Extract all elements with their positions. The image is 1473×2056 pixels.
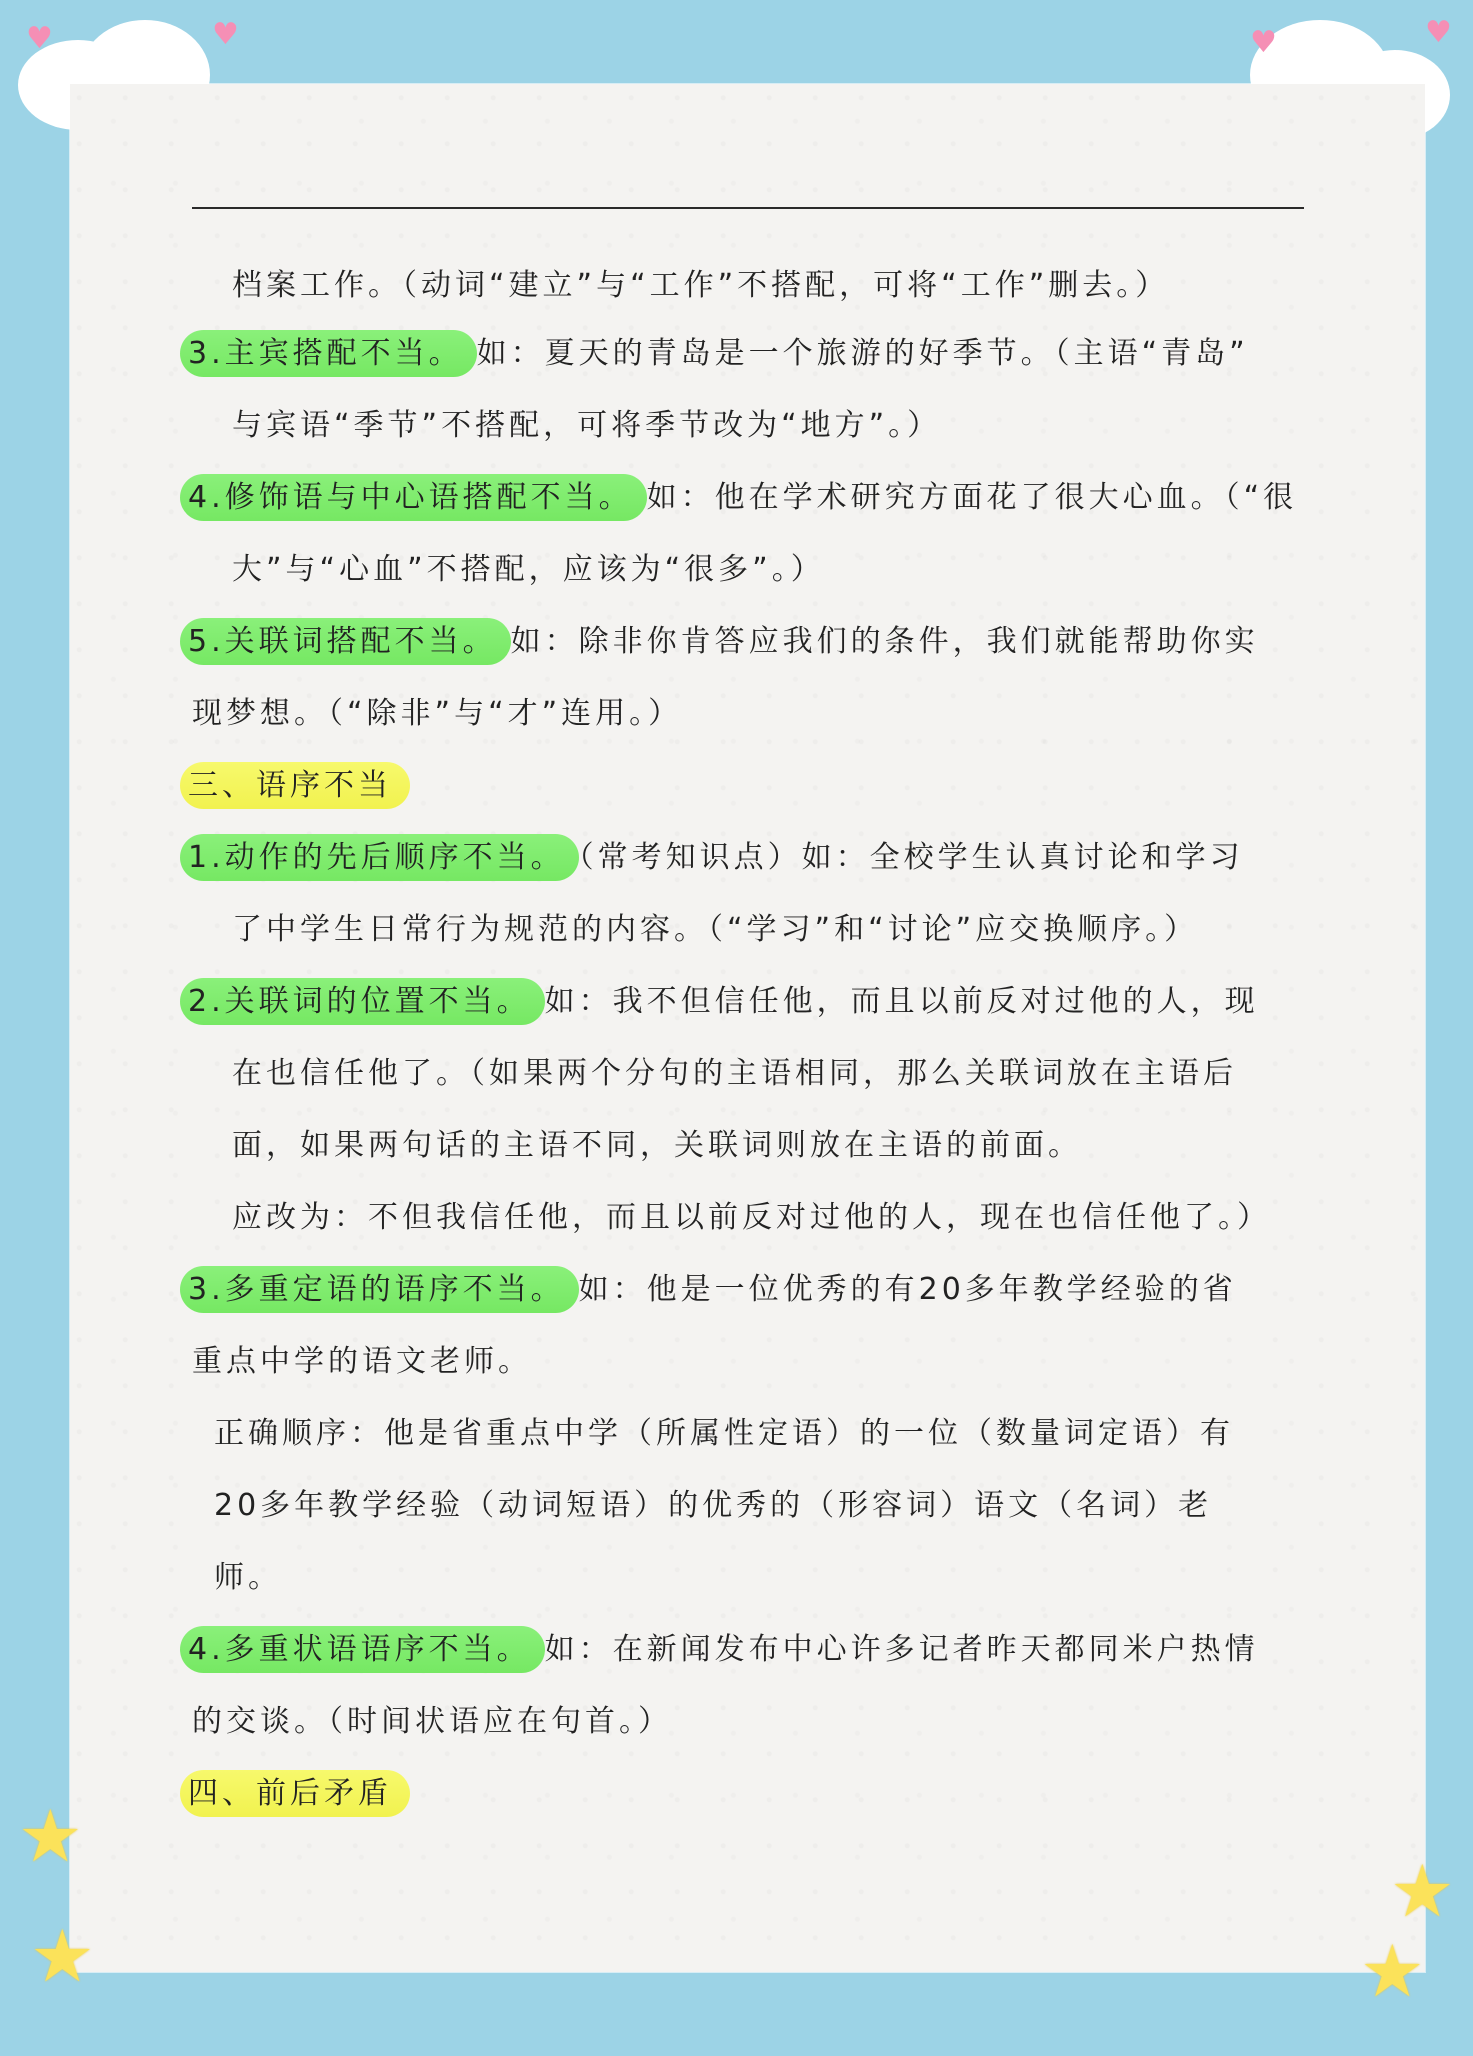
body-line [232, 534, 825, 606]
section-line [188, 966, 1259, 1038]
line-text: 应改为：不但我信任他，而且以前反对过他的人，现在也信任他了。） [232, 1200, 1271, 1235]
section-line [188, 822, 1244, 894]
body-line [232, 390, 941, 462]
highlighted-point: 3.多重定语的语序不当。 [180, 1266, 579, 1313]
star-icon: ★ [30, 1914, 95, 1998]
body-line [192, 678, 682, 750]
body-line [214, 1470, 1212, 1542]
line-text: 了中学生日常行为规范的内容。（“学习”和“讨论”应交换顺序。） [232, 912, 1199, 947]
body-line [214, 1542, 282, 1614]
line-text: 现梦想。（“除非”与“才”连用。） [192, 696, 683, 731]
body-line [232, 250, 1169, 322]
line-text: 如：他在学术研究方面花了很大心血。（“很 [646, 480, 1298, 515]
body-line [232, 894, 1198, 966]
line-text: 如：在新闻发布中心许多记者昨天都同米户热情 [544, 1632, 1259, 1667]
section-line [188, 606, 1259, 678]
line-text: 如：除非你肯答应我们的条件，我们就能帮助你实 [510, 624, 1259, 659]
heart-icon: ♥ [26, 21, 53, 56]
highlighted-point: 1.动作的先后顺序不当。 [180, 834, 579, 881]
line-text: 师。 [214, 1560, 282, 1595]
body-line [214, 1398, 1234, 1470]
section-line [188, 1758, 410, 1830]
highlighted-point: 3.主宾搭配不当。 [180, 330, 477, 377]
section-heading: 四、前后矛盾 [180, 1770, 410, 1817]
body-line [232, 1182, 1271, 1254]
section-line [188, 750, 410, 822]
line-text: 如：我不但信任他，而且以前反对过他的人，现 [544, 984, 1259, 1019]
line-text: 20多年教学经验（动词短语）的优秀的（形容词）语文（名词）老 [214, 1488, 1213, 1523]
highlighted-point: 5.关联词搭配不当。 [180, 618, 511, 665]
line-text: 面，如果两句话的主语不同，关联词则放在主语的前面。 [232, 1128, 1082, 1163]
section-line [188, 318, 1249, 390]
line-text: 与宾语“季节”不搭配，可将季节改为“地方”。） [232, 408, 942, 443]
body-line [232, 1110, 1082, 1182]
line-text: 如：夏天的青岛是一个旅游的好季节。（主语“青岛” [476, 336, 1249, 371]
section-line [188, 462, 1298, 534]
line-text: （常考知识点）如：全校学生认真讨论和学习 [578, 840, 1244, 875]
line-text: 如：他是一位优秀的有20多年教学经验的省 [578, 1272, 1237, 1307]
line-text: 正确顺序：他是省重点中学（所属性定语）的一位（数量词定语）有 [214, 1416, 1234, 1451]
star-icon: ★ [1390, 1849, 1455, 1933]
line-text: 档案工作。（动词“建立”与“工作”不搭配，可将“工作”删去。） [232, 268, 1170, 303]
body-line [232, 1038, 1237, 1110]
line-text: 重点中学的语文老师。 [192, 1344, 532, 1379]
section-line [188, 1254, 1237, 1326]
line-text: 大”与“心血”不搭配，应该为“很多”。） [232, 552, 825, 587]
star-icon: ★ [1360, 1929, 1425, 2013]
section-line [188, 1614, 1259, 1686]
heart-icon: ♥ [1425, 15, 1452, 50]
line-text: 的交谈。（时间状语应在句首。） [192, 1704, 672, 1739]
line-text: 在也信任他了。（如果两个分句的主语相同，那么关联词放在主语后 [232, 1056, 1237, 1091]
star-icon: ★ [18, 1794, 83, 1878]
highlighted-point: 2.关联词的位置不当。 [180, 978, 545, 1025]
heart-icon: ♥ [212, 17, 239, 52]
top-divider [192, 207, 1304, 209]
body-line [192, 1326, 532, 1398]
highlighted-point: 4.修饰语与中心语搭配不当。 [180, 474, 647, 521]
highlighted-point: 4.多重状语语序不当。 [180, 1626, 545, 1673]
heart-icon: ♥ [1250, 25, 1277, 60]
section-heading: 三、语序不当 [180, 762, 410, 809]
body-line [192, 1686, 672, 1758]
